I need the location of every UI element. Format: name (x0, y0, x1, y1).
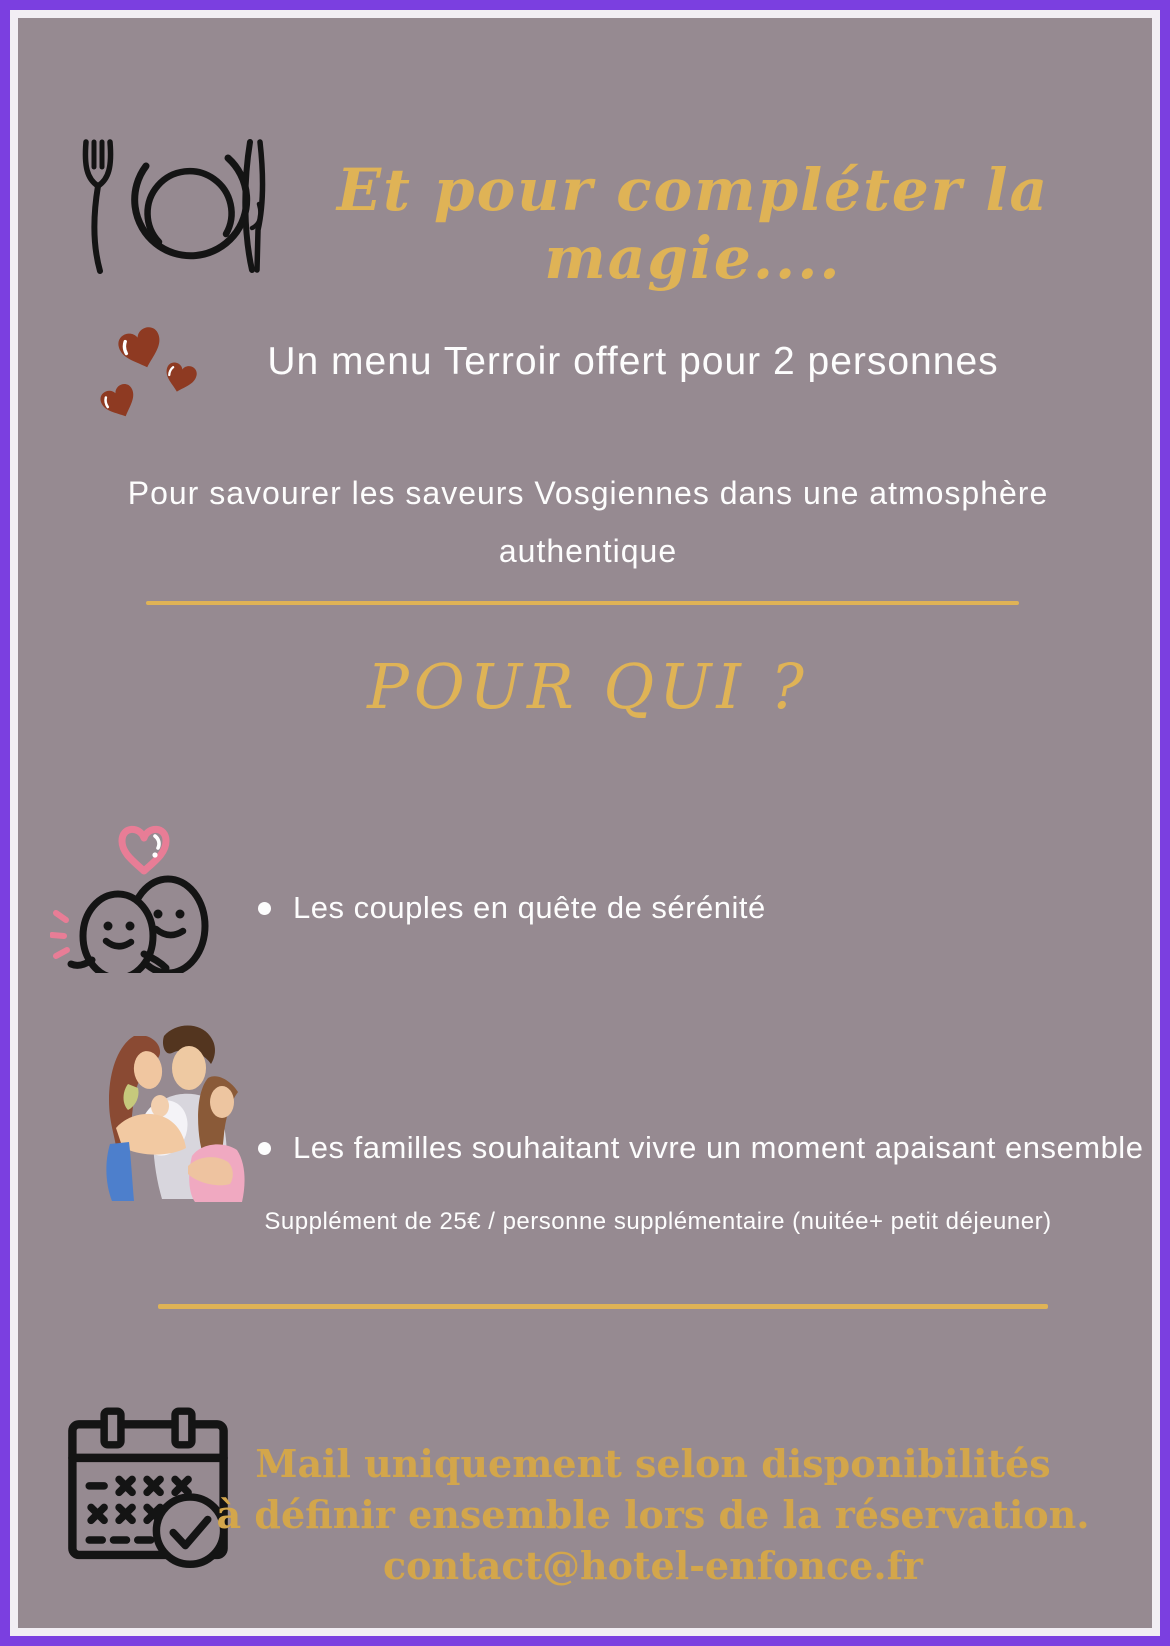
footer-line1: Mail uniquement selon disponibilités (255, 1441, 1051, 1486)
subtitle-line2: authentique (498, 533, 678, 569)
couple-with-heart-icon (50, 808, 222, 973)
page-title: Et pour compléter la magie.... (336, 156, 1050, 292)
calendar-check-icon (58, 1400, 238, 1568)
footer-line2: à définir ensemble lors de la réservation. (216, 1492, 1090, 1537)
flyer-frame (10, 10, 1160, 1636)
section-heading: POUR QUI ? (367, 650, 809, 723)
gold-divider-bottom (158, 1304, 1048, 1309)
family-hug-illustration (70, 1006, 275, 1203)
contact-email: contact@hotel-enfonce.fr (383, 1543, 923, 1588)
supplement-note: Supplément de 25€ / personne supplémentaire (nuitée+ petit déjeuner) (264, 1208, 1052, 1235)
audience-item-families (258, 1130, 1170, 1166)
bullet-dot (258, 902, 271, 915)
offer-text: Un menu Terroir offert pour 2 personnes (267, 340, 999, 383)
audience-item-families-label: Les familles souhaitant vivre un moment apaisant ensemble (293, 1130, 1144, 1165)
footer-contact-block (213, 1438, 1093, 1591)
bullet-dot (258, 1142, 271, 1155)
gold-divider-top (146, 601, 1019, 605)
subtitle-text (88, 464, 1088, 580)
audience-item-couples (258, 890, 1158, 926)
subtitle-line1: Pour savourer les saveurs Vosgiennes dans une atmosphère (127, 475, 1049, 511)
plate-and-cutlery-icon (66, 130, 266, 280)
audience-item-couples-label: Les couples en quête de sérénité (293, 890, 766, 925)
